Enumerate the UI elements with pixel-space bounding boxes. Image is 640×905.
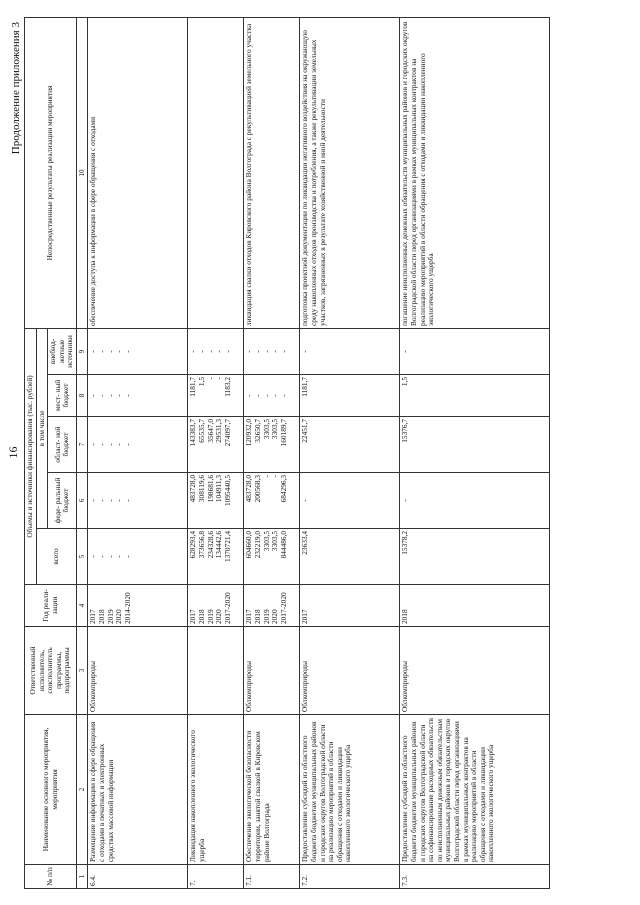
- row-total: - - - - -: [88, 529, 188, 585]
- row-years: 2017 2018 2019 2020 2014-2020: [88, 585, 188, 627]
- col-number: 9: [77, 328, 88, 374]
- row-local: 1,5: [400, 375, 550, 417]
- row-num: 7.: [188, 865, 244, 889]
- header-executor: Ответственный исполнитель, соисполнитель программы, подпрограммы: [25, 627, 77, 715]
- row-extrabudget: - - - - -: [244, 328, 300, 374]
- row-total: 23633,4: [300, 529, 400, 585]
- row-total: 604660,0 232219,0 3303,5 3303,5 844486,0: [244, 529, 300, 585]
- continuation-label: Продолжение приложения 3: [10, 22, 22, 155]
- col-number: 3: [77, 627, 88, 715]
- col-number: 10: [77, 18, 88, 329]
- col-number: 4: [77, 585, 88, 627]
- row-num: 7.2.: [300, 865, 400, 889]
- row-executor: [188, 627, 244, 715]
- row-executor: Облкомприроды: [400, 627, 550, 715]
- row-name: Предоставление субсидий из областного бюджета бюджетам муниципальных районов и городских округов Волгоградской области на реализацию мероприятий в области обращения с отходами и ликвидации накопленного экологического ущерба: [300, 715, 400, 865]
- header-year: Год реали- зации: [25, 585, 77, 627]
- row-federal: - - - - -: [88, 473, 188, 529]
- row-total: 628293,4 373656,8 234328,6 134442,6 1370721,4: [188, 529, 244, 585]
- row-federal: 483728,0 200568,3 - - 684296,3: [244, 473, 300, 529]
- row-local: - - - - -: [88, 375, 188, 417]
- row-total: 15378,2: [400, 529, 550, 585]
- row-years: 2018: [400, 585, 550, 627]
- row-federal: 483728,0 308119,6 198681,6 104911,3 1095440,5: [188, 473, 244, 529]
- col-number: 5: [77, 529, 88, 585]
- header-funding: Объемы и источники финансирования (тыс. рублей): [25, 328, 37, 584]
- row-name: Обеспечение экологической безопасности территории, занятой свалкой в Кировском районе Волгограда: [244, 715, 300, 865]
- row-years: 2017: [300, 585, 400, 627]
- header-including: в том числе: [36, 328, 48, 528]
- header-local: мест- ный бюджет: [48, 375, 77, 417]
- col-number: 8: [77, 375, 88, 417]
- table-row: [400, 18, 550, 889]
- row-executor: Облкомприроды: [300, 627, 400, 715]
- funding-table: [24, 17, 550, 889]
- table-row: [244, 18, 300, 889]
- row-regional: - - - - -: [88, 417, 188, 473]
- row-federal: -: [400, 473, 550, 529]
- table-row: [300, 18, 400, 889]
- row-name: Ликвидация накопленного экологического ущерба: [188, 715, 244, 865]
- row-executor: Облкомприроды: [88, 627, 188, 715]
- row-executor: Облкомприроды: [244, 627, 300, 715]
- row-result: ликвидация свалки отходов Кировского района Волгограда с рекультивацией земельного участка: [244, 18, 300, 329]
- header-result: Непосредственные результаты реализации мероприятия: [25, 18, 77, 329]
- header-name: Наименование основного мероприятия, мероприятия: [25, 715, 77, 865]
- col-number: 2: [77, 715, 88, 865]
- row-result: погашение неисполненных денежных обязательств муниципальных районов и городских округов Волгоградской области перед организациями в рамках муниципальных контрактов на реализацию мероприятий в области обращения с отходами и ликвидации накопленного экологического ущерба: [400, 18, 550, 329]
- row-local: - - - - -: [244, 375, 300, 417]
- row-federal: -: [300, 473, 400, 529]
- header-num: № п/п: [25, 865, 77, 889]
- row-regional: 120932,0 32650,7 3303,5 3303,5 160189,7: [244, 417, 300, 473]
- row-local: 1181,7 1,5 - - 1183,2: [188, 375, 244, 417]
- row-regional: 22451,7: [300, 417, 400, 473]
- col-number: 7: [77, 417, 88, 473]
- header-federal: феде- ральный бюджет: [48, 473, 77, 529]
- row-result: обеспечение доступа к информации в сфере обращения с отходами: [88, 18, 188, 329]
- col-number: 6: [77, 473, 88, 529]
- row-result: [188, 18, 244, 329]
- row-num: 7.3.: [400, 865, 550, 889]
- row-num: 7.1.: [244, 865, 300, 889]
- row-regional: 15376,7: [400, 417, 550, 473]
- header-extrabudget: внебюд- жетные источники: [48, 328, 77, 374]
- row-result: подготовка проектной документации по ликвидации негативного воздействия на окружающую среду накопленных отходов производства и потребления, а также рекультивации земельных участков, загрязненных в результате хозяйственной и иной деятельности: [300, 18, 400, 329]
- row-extrabudget: - - - - -: [188, 328, 244, 374]
- row-num: 6.4.: [88, 865, 188, 889]
- row-regional: 143383,7 65535,7 35647,0 29531,3 274097,7: [188, 417, 244, 473]
- page-number: 16: [6, 446, 20, 459]
- row-years: 2017 2018 2019 2020 2017-2020: [188, 585, 244, 627]
- table-row: [188, 18, 244, 889]
- row-name: Предоставление субсидий из областного бюджета бюджетам муниципальных районов и городских округов Волгоградской области на софинансирование расходных обязательств по неисполненным денежным обязательствам муниципальных районов и городских округов Волгоградской области перед организациями в рамках муниципальных контрактов на реализацию мероприятий в области обращения с отходами и ликвидации накопленного экологического ущерба: [400, 715, 550, 865]
- row-extrabudget: -: [400, 328, 550, 374]
- header-total: всего: [36, 529, 76, 585]
- row-extrabudget: -: [300, 328, 400, 374]
- table-row: [88, 18, 188, 889]
- row-years: 2017 2018 2019 2020 2017-2020: [244, 585, 300, 627]
- col-number: 1: [77, 865, 88, 889]
- header-regional: област- ной бюджет: [48, 417, 77, 473]
- row-extrabudget: - - - - -: [88, 328, 188, 374]
- row-local: 1181,7: [300, 375, 400, 417]
- row-name: Размещение информации в сфере обращения с отходами в печатных и электронных средствах массовой информации: [88, 715, 188, 865]
